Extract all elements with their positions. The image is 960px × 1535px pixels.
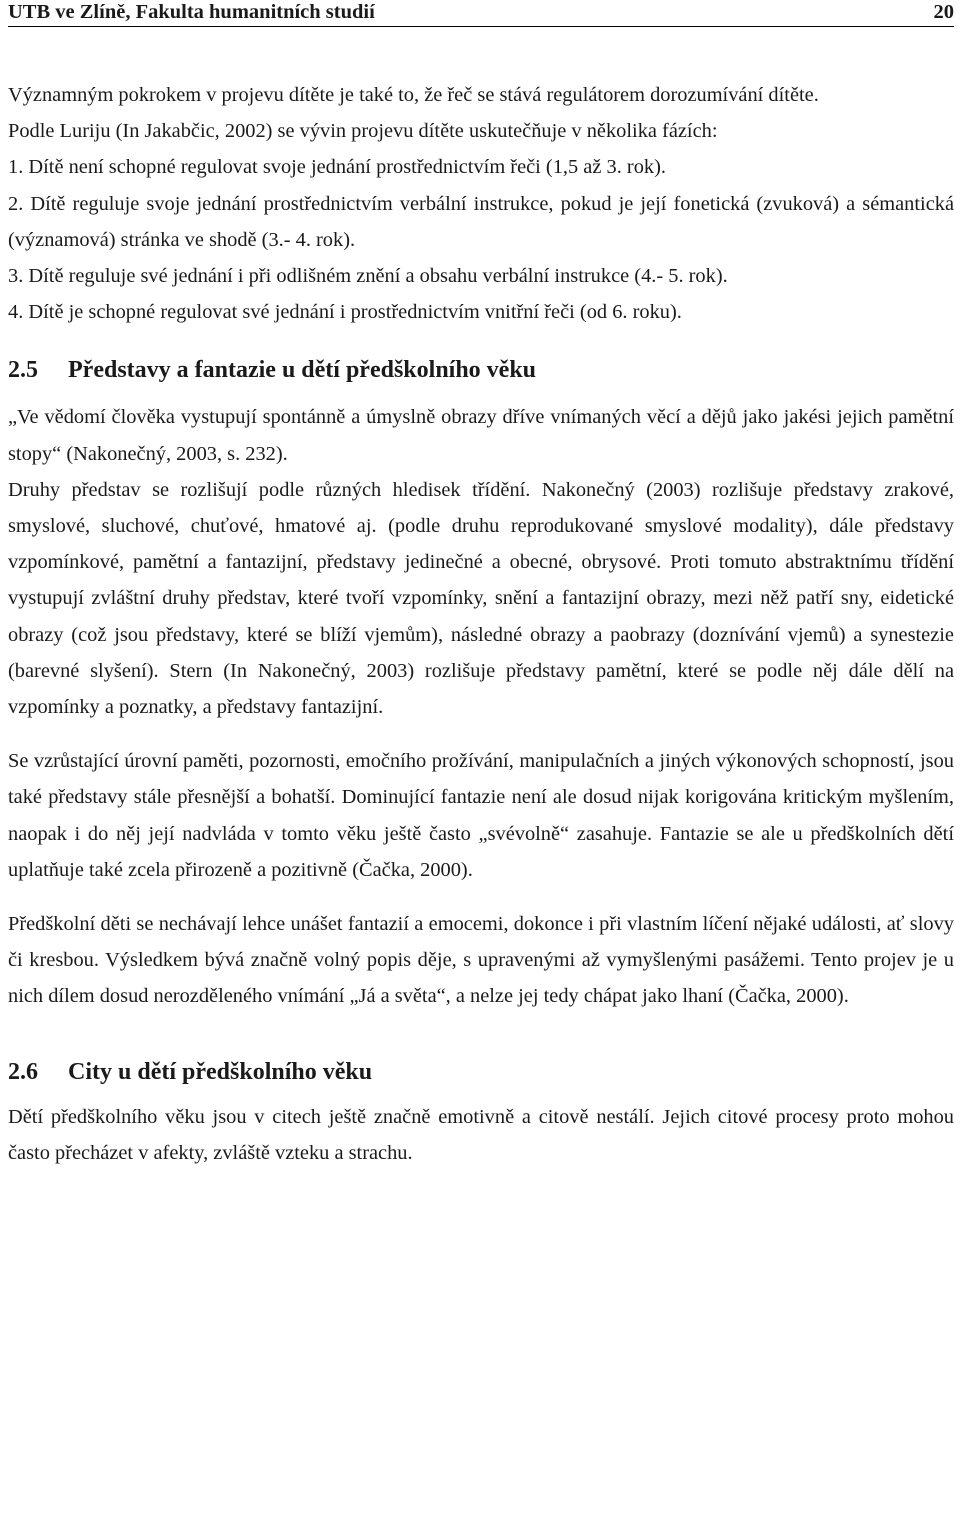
list-item: 4. Dítě je schopné regulovat své jednání i prostřednictvím vnitřní řeči (od 6. roku). xyxy=(8,301,682,324)
phase-list xyxy=(8,149,954,330)
section-number: 2.5 xyxy=(8,357,38,384)
page-header xyxy=(8,0,954,27)
section-title: City u dětí předškolního věku xyxy=(68,1058,373,1085)
paragraph: Se vzrůstající úrovní paměti, pozornosti, emočního prožívání, manipulačních a jiných výkonových schopností, jsou také představy stále přesnější a bohatší. Dominující fantazie není ale dosud nijak korigována kritickým myšlením, naopak i do něj její nadvláda v tomto věku ještě často „svévolně“ zasahuje. Fantazie se ale u předškolních dětí uplatňuje také zcela přirozeně a pozitivně (Čačka, 2000). xyxy=(8,750,954,881)
running-title: UTB ve Zlíně, Fakulta humanitních studií xyxy=(8,1,375,23)
section-heading-2-5 xyxy=(8,355,954,385)
page-number: 20 xyxy=(933,1,954,23)
page-body xyxy=(8,77,954,1171)
intro-line-2: Podle Luriju (In Jakabčic, 2002) se vývin projevu dítěte uskutečňuje v několika fázích: xyxy=(8,120,718,143)
list-item: 1. Dítě není schopné regulovat svoje jednání prostřednictvím řeči (1,5 až 3. rok). xyxy=(8,156,666,179)
list-item: 3. Dítě reguluje své jednání i při odlišném znění a obsahu verbální instrukce (4.- 5. rok). xyxy=(8,265,728,288)
section-title: Představy a fantazie u dětí předškolního věku xyxy=(68,357,537,384)
paragraph: Druhy představ se rozlišují podle různých hledisek třídění. Nakonečný (2003) rozlišuje představy zrakové, smyslové, sluchové, chuťové, hmatové aj. (podle druhu reprodukované smyslové modality), dále představy vzpomínkové, pamětní a fantazijní, představy jedinečné a obecné, obrysové. Proti tomuto abstraktnímu třídění vystupují zvláštní druhy představ, které tvoří vzpomínky, snění a fantazijní obrazy, mezi něž patří sny, eidetické obrazy (což jsou představy, které se blíží vjemům), následné obrazy a paobrazy (doznívání vjemů) a synestezie (barevné slyšení). Stern (In Nakonečný, 2003) rozlišuje představy pamětní, které se podle něj dále dělí na vzpomínky a poznatky, a představy fantazijní. xyxy=(8,478,954,719)
section-number: 2.6 xyxy=(8,1058,38,1085)
list-item: 2. Dítě reguluje svoje jednání prostřednictvím verbální instrukce, pokud je její fonetická (zvuková) a sémantická (významová) stránka ve shodě (3.- 4. rok). xyxy=(8,192,954,251)
paragraph: Předškolní děti se nechávají lehce unášet fantazií a emocemi, dokonce i při vlastním líčení nějaké události, ať slovy či kresbou. Výsledkem bývá značně volný popis děje, s upravenými až vymyšlenými pasážemi. Tento projev je u nich dílem dosud nerozděleného vnímání „Já a světa“, a nelze jej tedy chápat jako lhaní (Čačka, 2000). xyxy=(8,913,954,1008)
quote-paragraph: „Ve vědomí člověka vystupují spontánně a úmyslně obrazy dříve vnímaných věcí a dějů jako jakési jejich pamětní stopy“ (Nakonečný, 2003, s. 232). xyxy=(8,406,954,465)
section-heading-2-6 xyxy=(8,1057,954,1087)
intro-line-1: Významným pokrokem v projevu dítěte je také to, že řeč se stává regulátorem dorozumívání dítěte. xyxy=(8,84,819,106)
paragraph: Dětí předškolního věku jsou v citech ještě značně emotivně a citově nestálí. Jejich citové procesy proto mohou často přecházet v afekty, zvláště vzteku a strachu. xyxy=(8,1105,954,1164)
